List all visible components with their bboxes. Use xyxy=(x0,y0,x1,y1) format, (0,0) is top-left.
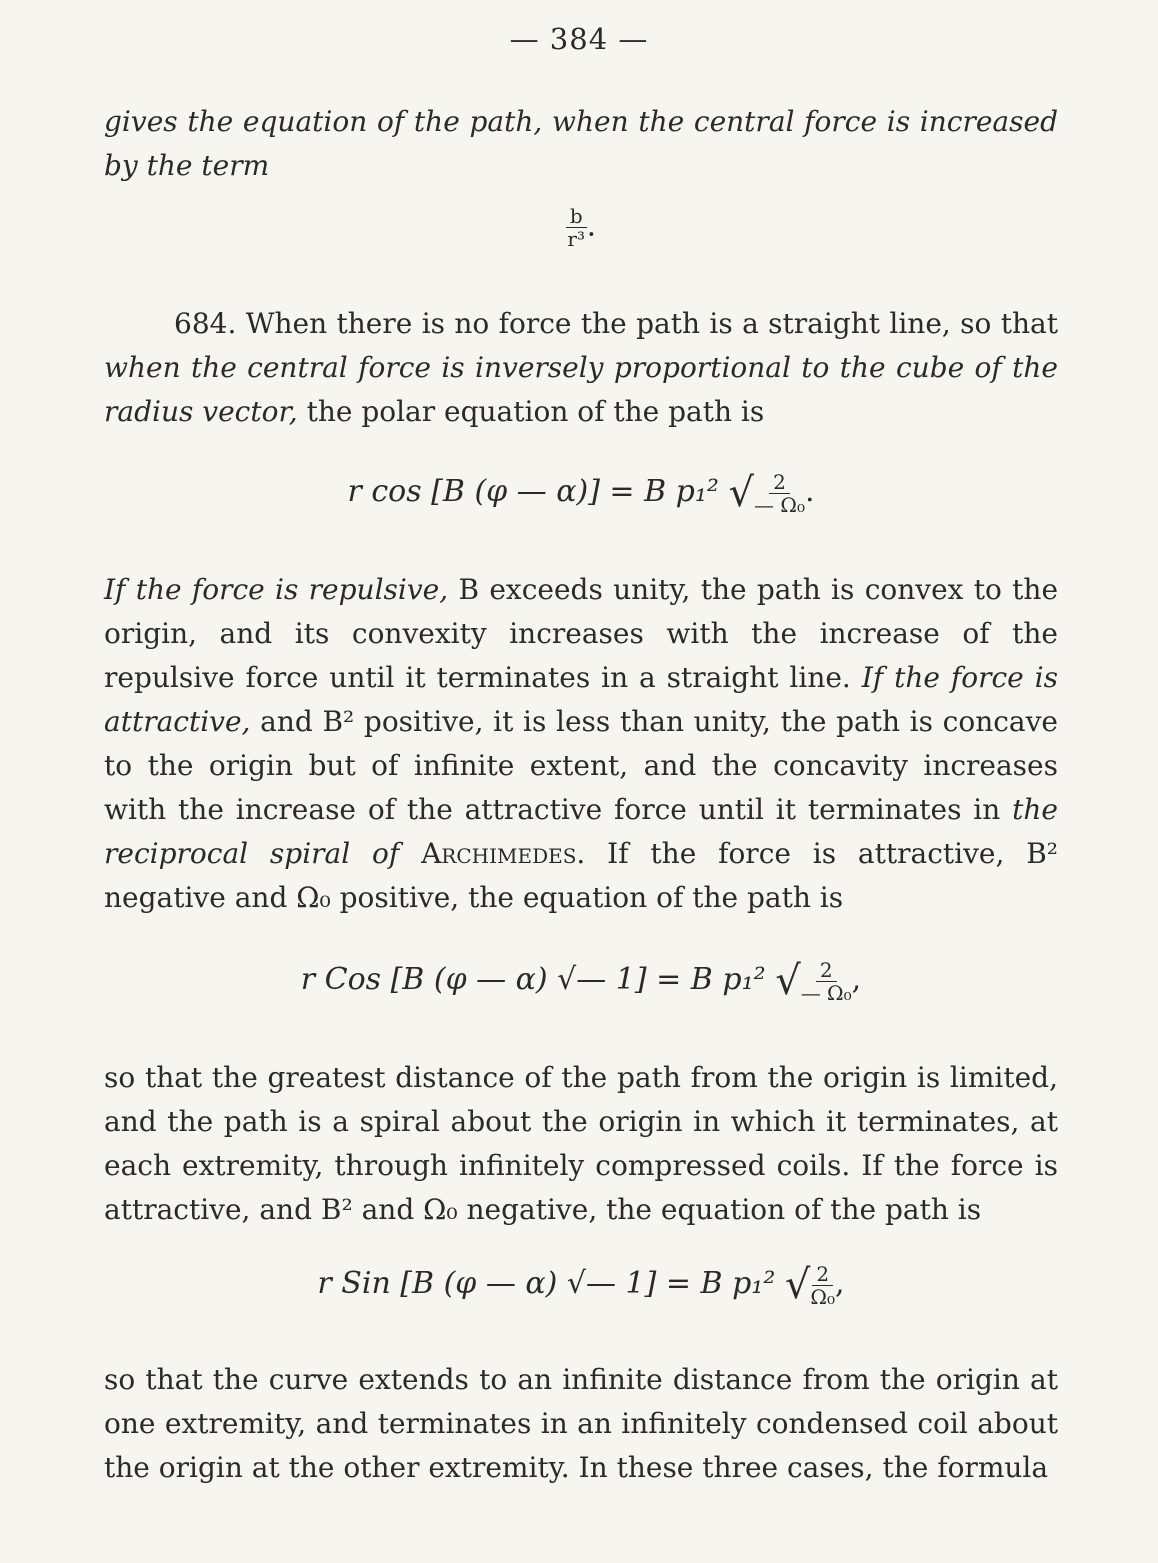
para684-lead: 684. When there is no force the path is a straight line, so that xyxy=(174,307,1058,340)
fraction: $\frac{b}{\text{r³}}$ xyxy=(567,204,585,251)
equation-left: r Cos [B (φ — α) √— 1] = B p₁² xyxy=(300,962,766,997)
para684-italic: when the central force is inversely proportional to the cube of the radius vector, xyxy=(104,351,1058,428)
sqrt-sign: √ xyxy=(728,470,754,516)
fraction: $\frac{2}{\text{— Ω₀}}$ xyxy=(800,957,852,1005)
para684-tail: the polar equation of the path is xyxy=(306,395,765,428)
paragraph-684 xyxy=(104,302,1058,434)
paragraph-spiral: so that the greatest distance of the path from the origin is limited, and the path is a spiral about the origin in which it terminates, at each extremity, through infinitely compressed coils. If the force is attractive, and B² and Ω₀ negative, the equation of the path is xyxy=(104,1061,1058,1226)
paragraph-infinite-distance: so that the curve extends to an infinite distance from the origin at one extremity, and terminates in an infinitely condensed coil about the origin at the other extremity. In these three cases, the formula xyxy=(104,1363,1058,1484)
equation-left: r Sin [B (φ — α) √— 1] = B p₁² xyxy=(317,1266,776,1301)
author-name: Archimedes. xyxy=(421,837,586,870)
fraction: $\frac{2}{\text{— Ω₀}}$ xyxy=(754,469,805,517)
equation-Cos: r Cos [B (φ — α) √— 1] = B p₁² √ $\frac{2}{\text{— Ω₀}}$ , xyxy=(300,957,862,1005)
equation-cos: r cos [B (φ — α)] = B p₁² √ $\frac{2}{\text{— Ω₀}}$ . xyxy=(347,469,815,517)
intro-text: gives the equation of the path, when the central force is increased by the term xyxy=(104,105,1058,182)
paragraph-intro xyxy=(104,100,1058,188)
paragraph-force-cases: If the force is repulsive, B exceeds unity, the path is convex to the origin, and its convexity increases with the increase of the repulsive force until it terminates in a straight line. If the force is attractive, and B² positive, it is less than unity, the path is concave to the origin but of infinite extent, and the concavity increases with the increase of the attractive force until it terminates in the reciprocal spiral of Archimedes. If the force is attractive, B² negative and Ω₀ positive, the equation of the path is xyxy=(104,573,1059,914)
page-number: — 384 — xyxy=(509,22,649,56)
sqrt-sign: √ xyxy=(784,1262,811,1308)
equation-left: r cos [B (φ — α)] = B p₁² xyxy=(347,474,719,509)
fraction: $\frac{2}{\text{Ω₀}}$ xyxy=(810,1261,836,1309)
sqrt-sign: √ xyxy=(775,958,801,1004)
equation-Sin: r Sin [B (φ — α) √— 1] = B p₁² √ $\frac{2}{\text{Ω₀}}$ , xyxy=(317,1261,845,1309)
equation-b-over-r-cubed: $\frac{b}{\text{r³}}$ . xyxy=(567,204,597,251)
